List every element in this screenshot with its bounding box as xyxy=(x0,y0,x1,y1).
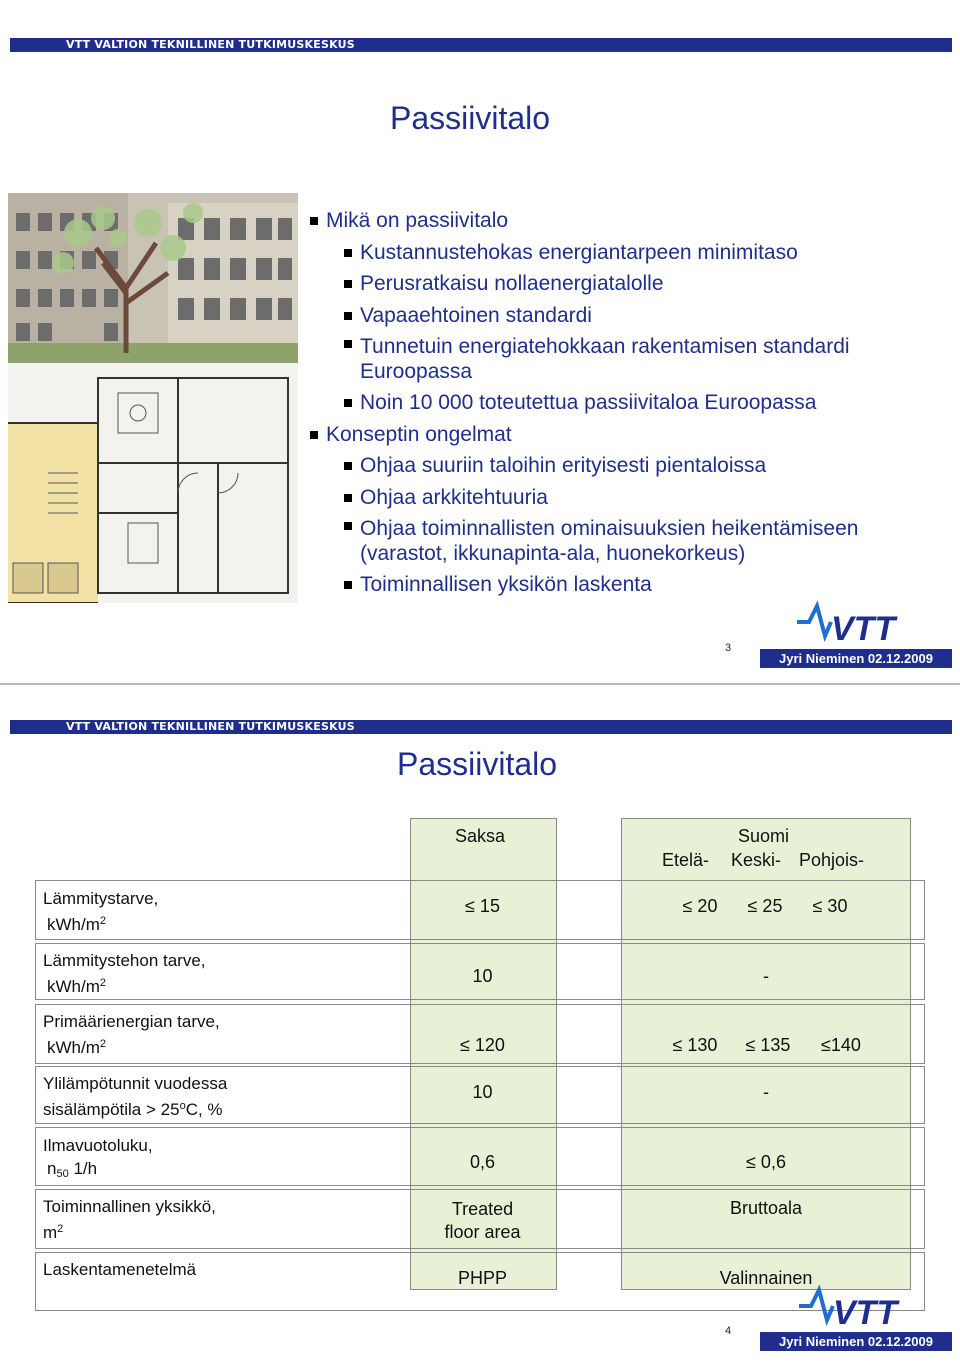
column-header-saksa: Saksa xyxy=(455,826,506,846)
superscript: 2 xyxy=(99,915,107,927)
row-label-line1: Ylilämpötunnit vuodessa xyxy=(43,1074,228,1093)
row-label xyxy=(43,1258,196,1281)
bullet-text: Toiminnallisen yksikön laskenta xyxy=(360,573,652,596)
footer-bar-2 xyxy=(760,1332,952,1351)
subscript: 50 xyxy=(56,1168,69,1180)
cell-suomi: ≤ 0,6 xyxy=(746,1152,786,1172)
row-label xyxy=(43,1134,153,1186)
slide-divider xyxy=(0,683,960,685)
cell-pohjois: ≤140 xyxy=(821,1035,861,1055)
logo-lettering: VTT xyxy=(831,610,896,648)
cell-saksa-line1: Treated xyxy=(451,1199,514,1219)
row-label-line2: kWh/m xyxy=(47,915,100,934)
cell-saksa: 10 xyxy=(472,1082,493,1102)
bullet-text: Perusratkaisu nollaenergiatalolle xyxy=(360,272,664,295)
footer-text: Jyri Nieminen 02.12.2009 xyxy=(779,1334,933,1349)
row-label-line2-suffix: C, % xyxy=(185,1100,223,1119)
cell-etela: ≤ 130 xyxy=(672,1035,718,1055)
cell-suomi: Valinnainen xyxy=(719,1268,813,1288)
logo-lettering: VTT xyxy=(833,1294,898,1332)
slide-title-1: Passiivitalo xyxy=(390,100,551,136)
bullet-text: Ohjaa arkkitehtuuria xyxy=(360,485,548,509)
bullet-text: Konseptin ongelmat xyxy=(326,422,512,446)
row-label-line2: m xyxy=(43,1223,58,1242)
cell-saksa: ≤ 15 xyxy=(465,896,500,916)
bullet-list-1 xyxy=(308,205,948,601)
vtt-logo xyxy=(795,600,925,648)
bullet-text: Kustannustehokas energiantarpeen minimitaso xyxy=(360,240,798,264)
subheader-etela: Etelä- xyxy=(662,850,710,870)
cell-saksa-line2: floor area xyxy=(444,1222,521,1242)
column-header-suomi: Suomi xyxy=(738,826,790,846)
bullet-item xyxy=(308,419,948,451)
bullet-item xyxy=(308,268,948,300)
row-label-line2: kWh/m xyxy=(47,977,100,996)
page-number: 4 xyxy=(725,1325,732,1337)
bullet-item xyxy=(308,450,948,482)
cell-saksa: ≤ 120 xyxy=(460,1035,505,1055)
row-label-line1: Toiminnallinen yksikkö, xyxy=(43,1197,216,1216)
row-label xyxy=(43,1010,220,1059)
cell-pohjois: ≤ 30 xyxy=(812,896,848,916)
bullet-item xyxy=(308,205,948,237)
header-text: VTT VALTION TEKNILLINEN TUTKIMUSKESKUS xyxy=(66,720,355,733)
cell-etela: ≤ 20 xyxy=(682,896,718,916)
row-label-line1: Lämmitystarve, xyxy=(43,889,159,908)
page-number: 3 xyxy=(725,642,732,654)
row-label-line1: Primäärienergian tarve, xyxy=(43,1012,220,1031)
superscript: o xyxy=(179,1100,186,1112)
row-label-line2-suffix: 1/h xyxy=(68,1159,98,1178)
bullet-text: Tunnetuin energiatehokkaan rakentamisen standardi xyxy=(360,335,850,358)
header-bar-1 xyxy=(10,38,952,52)
bullet-item xyxy=(308,237,948,269)
building-photo-and-floorplan xyxy=(8,193,298,603)
row-label xyxy=(43,887,158,936)
subheader-pohjois: Pohjois- xyxy=(799,850,865,870)
row-label-line2: kWh/m xyxy=(47,1038,100,1057)
cell-saksa: 10 xyxy=(472,966,493,986)
slide-title-2: Passiivitalo xyxy=(397,746,558,782)
footer-text: Jyri Nieminen 02.12.2009 xyxy=(779,651,933,666)
bullet-item xyxy=(308,300,948,332)
superscript: 2 xyxy=(99,977,107,989)
bullet-item xyxy=(308,387,948,419)
bullet-text-continued: Euroopassa xyxy=(360,360,473,383)
row-label xyxy=(43,1195,216,1244)
row-label-line1: Lämmitystehon tarve, xyxy=(43,951,206,970)
superscript: 2 xyxy=(99,1038,107,1050)
cell-keski: ≤ 135 xyxy=(745,1035,791,1055)
row-label xyxy=(43,949,206,998)
bullet-item xyxy=(308,331,948,387)
row-label-line2: sisälämpötila > 25 xyxy=(43,1100,180,1119)
footer-bar-1 xyxy=(760,649,952,668)
bullet-text: Ohjaa suuriin taloihin erityisesti pientaloissa xyxy=(360,454,767,477)
row-label-line2: n xyxy=(47,1159,57,1178)
bullet-text: Vapaaehtoinen standardi xyxy=(360,303,592,327)
cell-suomi: Bruttoala xyxy=(729,1198,803,1218)
cell-saksa xyxy=(420,1198,545,1244)
cell-saksa: PHPP xyxy=(457,1268,508,1288)
row-label xyxy=(43,1072,227,1121)
bullet-item xyxy=(308,569,948,601)
row-label-line1: Laskentamenetelmä xyxy=(43,1260,197,1279)
bullet-item xyxy=(308,482,948,514)
cell-keski: ≤ 25 xyxy=(747,896,783,916)
superscript: 2 xyxy=(57,1223,64,1235)
cell-suomi: - xyxy=(763,1082,769,1102)
header-text: VTT VALTION TEKNILLINEN TUTKIMUSKESKUS xyxy=(66,38,355,51)
bullet-text: Noin 10 000 toteutettua passiivitaloa Euroopassa xyxy=(360,391,817,414)
cell-suomi: - xyxy=(763,966,769,986)
cell-saksa: 0,6 xyxy=(469,1152,496,1172)
row-label-line1: Ilmavuotoluku, xyxy=(43,1136,153,1155)
bullet-text: Ohjaa toiminnallisten ominaisuuksien heikentämiseen xyxy=(360,517,859,540)
bullet-text: Mikä on passiivitalo xyxy=(326,209,509,232)
header-bar-2 xyxy=(10,720,952,734)
bullet-item xyxy=(308,513,948,569)
vtt-logo xyxy=(797,1284,927,1332)
subheader-keski: Keski- xyxy=(731,850,782,870)
bullet-text-continued: (varastot, ikkunapinta-ala, huonekorkeus) xyxy=(360,542,746,565)
